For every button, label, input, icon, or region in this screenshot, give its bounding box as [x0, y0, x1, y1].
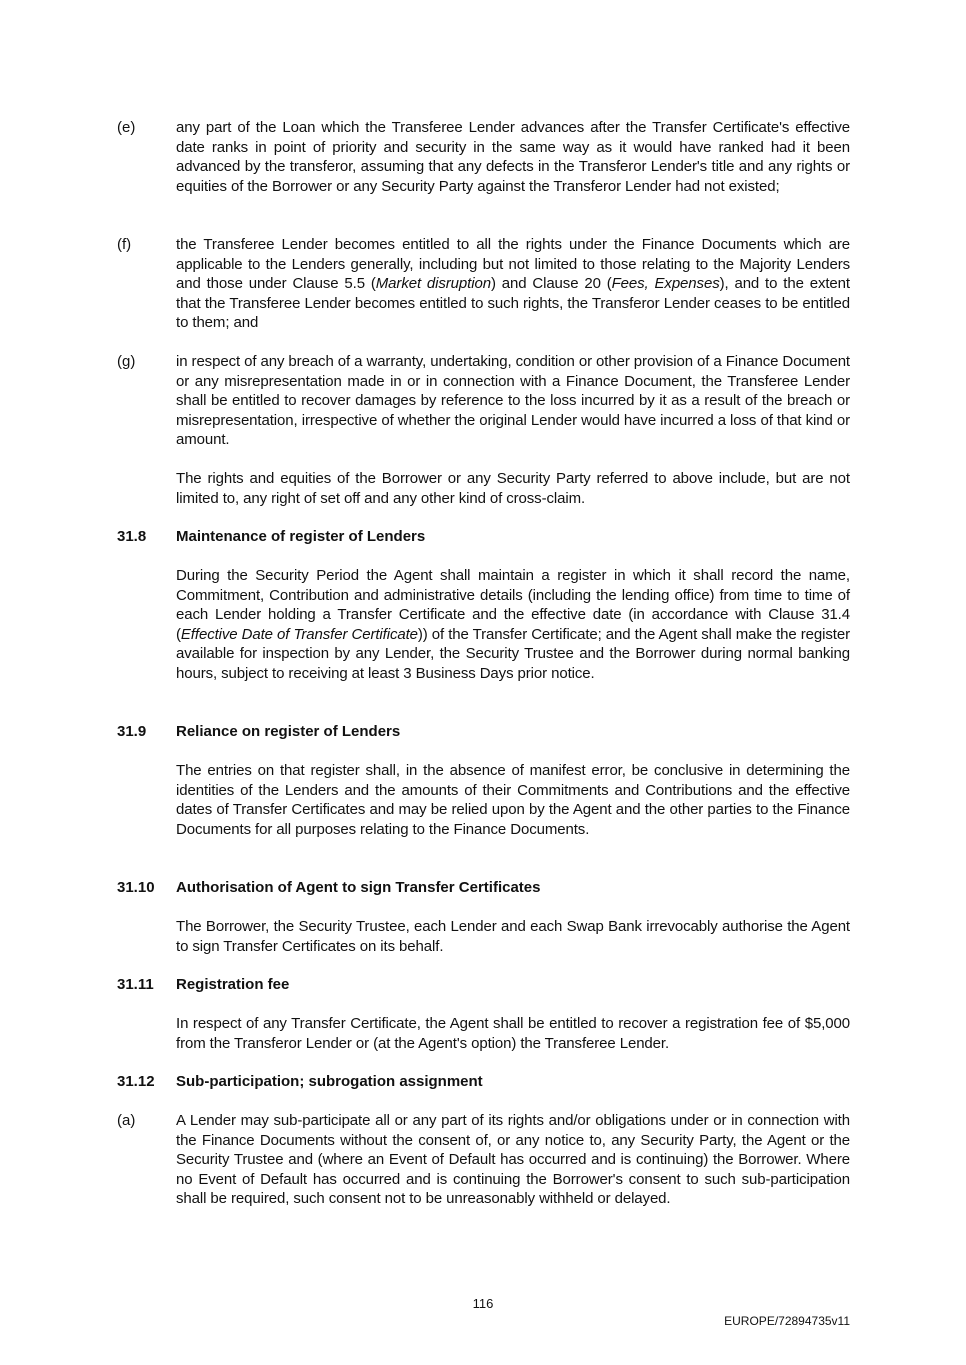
section-31-11-number: 31.11 [117, 976, 154, 993]
item-f-text-1: the Transferee Lender becomes entitled to all the rights under the Finance Documents which are applicable to the Lenders generally, including but not limited to those relating to the Majority Lenders and those under Clause 5.5 ( [176, 236, 850, 292]
section-31-12-a-text: A Lender may sub-participate all or any part of its rights and/or obligations under or in connection with the Finance Documents without the consent of, or any notice to, any Security Party, the Agent or the Security Trustee and (where an Event of Default has occurred and is continuing) the Borrower. Where no Event of Default has occurred and is continuing the Borrower's consent to such sub-participation shall be required, such consent not to be unreasonably withheld or delayed. [176, 1112, 850, 1207]
item-g-label: (g) [117, 353, 136, 370]
section-31-9-number: 31.9 [117, 723, 147, 740]
section-31-12-number: 31.12 [117, 1073, 155, 1090]
section-31-11-text: In respect of any Transfer Certificate, the Agent shall be entitled to recover a registration fee of $5,000 from the Transferor Lender or (at the Agent's option) the Transferee Lender. [176, 1015, 850, 1052]
section-31-8-text-1: During the Security Period the Agent shall maintain a register in which it shall record the name, Commitment, Contribution and administrative details (including the lending office) from time to time of each Lender holding a Transfer Certificate and the effective date (in accordance with Clause 31.4 ( [176, 567, 850, 643]
document-reference: EUROPE/72894735v11 [724, 1314, 850, 1328]
item-e-text: any part of the Loan which the Transferee Lender advances after the Transfer Certificate's effective date ranks in point of priority and security in the same way as it would have ranked had it been advanced by the transferor, assuming that any defects in the Transferor Lender's title and any rights or equities of the Borrower or any Security Party against the Transferor Lender had not existed; [176, 119, 850, 195]
section-31-10-number: 31.10 [117, 879, 155, 896]
section-31-10-title: Authorisation of Agent to sign Transfer Certificates [176, 879, 541, 896]
item-e-label: (e) [117, 119, 136, 136]
item-g-text: in respect of any breach of a warranty, undertaking, condition or other provision of a Finance Document or any misrepresentation made in or in connection with a Finance Document, the Transferee Lender shall be entitled to recover damages by reference to the loss incurred by it as a result of the breach or misrepresentation, irrespective of whether the original Lender would have incurred a loss of that kind or amount. [176, 353, 850, 448]
section-31-8-text [176, 566, 850, 683]
section-31-8-italic: Effective Date of Transfer Certificate [180, 625, 418, 643]
section-31-12-title: Sub-participation; subrogation assignment [176, 1073, 483, 1090]
item-f-label: (f) [117, 236, 132, 253]
section-31-8-number: 31.8 [117, 528, 147, 545]
section-31-9-text: The entries on that register shall, in the absence of manifest error, be conclusive in determining the identities of the Lenders and the amounts of their Commitments and Contributions and the effective dates of Transfer Certificates and may be relied upon by the Agent and the other parties to the Finance Documents for all purposes relating to the Finance Documents. [176, 762, 850, 838]
item-f-italic-2: Fees, Expenses [611, 275, 720, 292]
section-31-11-title: Registration fee [176, 976, 290, 993]
rights-note: The rights and equities of the Borrower or any Security Party referred to above include, but are not limited to, any right of set off and any other kind of cross-claim. [176, 470, 850, 507]
section-31-8-text-2: )) of the Transfer Certificate; and the Agent shall make the register available for inspection by any Lender, the Security Trustee and the Borrower during normal banking hours, subject to receiving at least 3 Business Days prior notice. [176, 625, 850, 682]
section-31-12-a-label: (a) [117, 1112, 136, 1129]
item-f-italic-1: Market disruption [375, 275, 491, 292]
section-31-9-title: Reliance on register of Lenders [176, 723, 401, 740]
page-number: 116 [472, 1296, 494, 1311]
item-f-text [176, 235, 850, 333]
item-f-text-2: ) and Clause 20 ( [490, 275, 612, 292]
section-31-8-title: Maintenance of register of Lenders [176, 528, 426, 545]
section-31-10-text: The Borrower, the Security Trustee, each Lender and each Swap Bank irrevocably authorise the Agent to sign Transfer Certificates on its behalf. [176, 918, 850, 955]
item-f-text-3: ), and to the extent that the Transferee Lender becomes entitled to such rights, the Transferor Lender ceases to be entitled to them; and [176, 275, 850, 331]
